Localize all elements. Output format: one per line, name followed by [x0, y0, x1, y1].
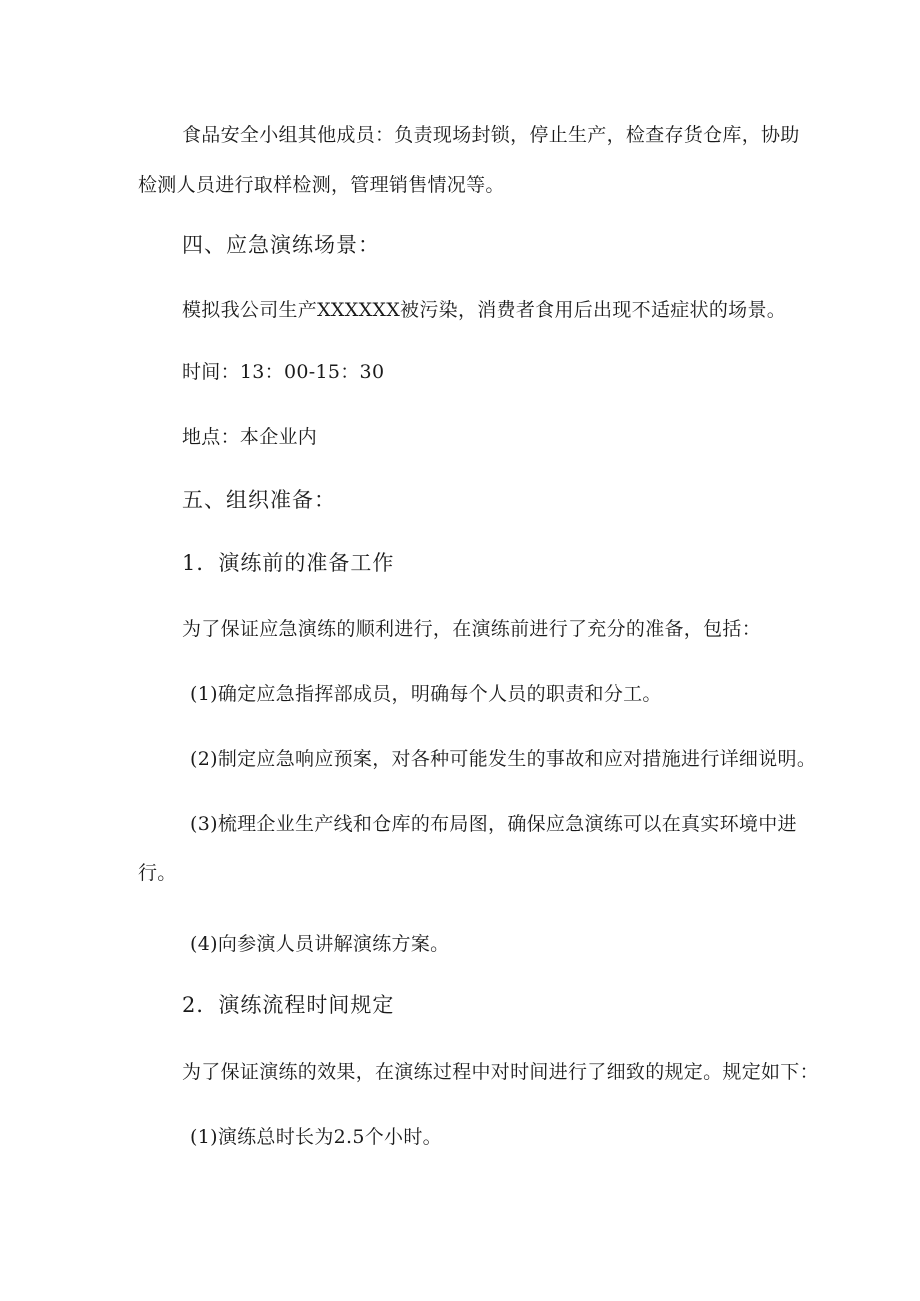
list-item-prep-4: (4)向参演人员讲解演练方案。 — [190, 933, 450, 955]
section-heading-emergency-drill-scene: 四、应急演练场景： — [182, 233, 380, 257]
list-item-time-rule-1: (1)演练总时长为2.5个小时。 — [190, 1126, 442, 1148]
paragraph-drill-location: 地点：本企业内 — [182, 426, 318, 448]
paragraph-time-rules-intro: 为了保证演练的效果，在演练过程中对时间进行了细致的规定。规定如下： — [182, 1061, 819, 1083]
list-item-prep-3-line1: (3)梳理企业生产线和仓库的布局图，确保应急演练可以在真实环境中进 — [190, 813, 797, 835]
paragraph-drill-scenario: 模拟我公司生产XXXXXX被污染，消费者食用后出现不适症状的场景。 — [182, 299, 787, 321]
list-item-prep-2: (2)制定应急响应预案，对各种可能发生的事故和应对措施进行详细说明。 — [190, 748, 817, 770]
subheading-drill-process-time: 2．演练流程时间规定 — [182, 993, 395, 1017]
paragraph-drill-time: 时间：13：00-15：30 — [182, 361, 385, 383]
paragraph-food-safety-team-line2: 检测人员进行取样检测，管理销售情况等。 — [138, 174, 505, 196]
paragraph-preparation-intro: 为了保证应急演练的顺利进行，在演练前进行了充分的准备，包括： — [182, 618, 762, 640]
list-item-prep-1: (1)确定应急指挥部成员，明确每个人员的职责和分工。 — [190, 683, 662, 705]
list-item-prep-3-line2: 行。 — [138, 862, 177, 884]
section-heading-organization-prep: 五、组织准备： — [182, 488, 336, 512]
paragraph-food-safety-team-line1: 食品安全小组其他成员：负责现场封锁，停止生产，检查存货仓库，协助 — [182, 124, 800, 146]
subheading-pre-drill-preparation: 1．演练前的准备工作 — [182, 551, 395, 575]
